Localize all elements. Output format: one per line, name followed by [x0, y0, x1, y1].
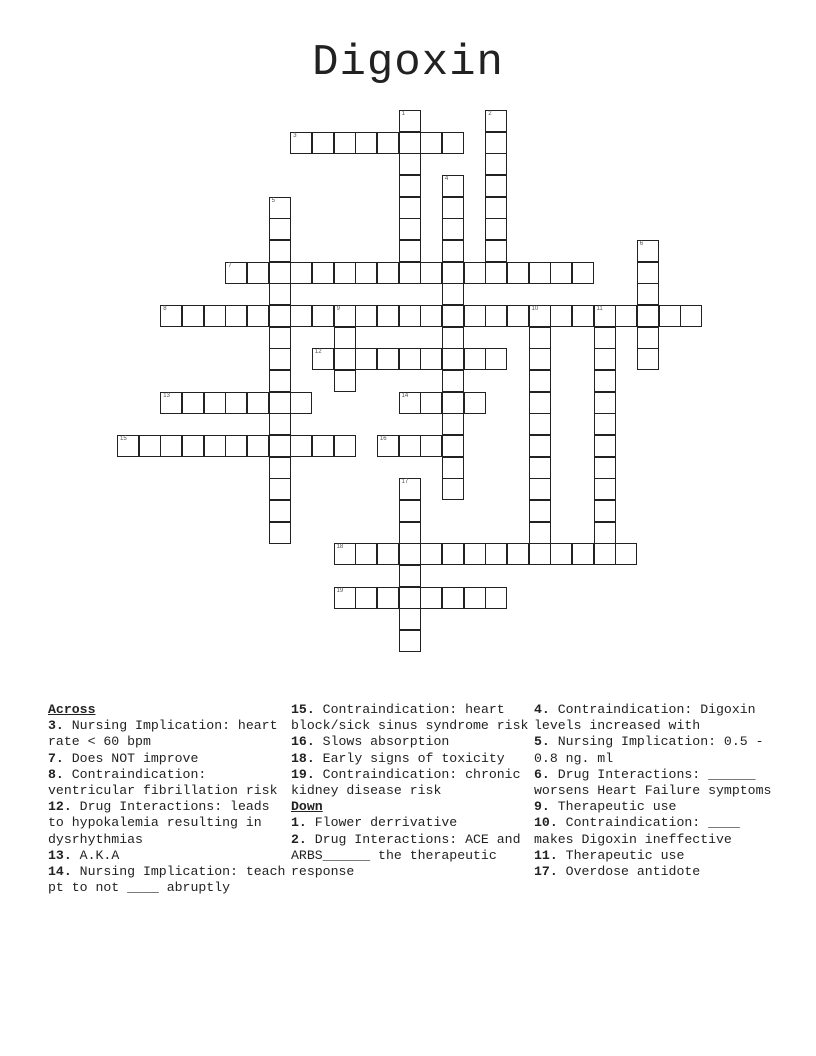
- grid-cell[interactable]: [529, 262, 551, 284]
- grid-cell[interactable]: [312, 262, 334, 284]
- grid-cell[interactable]: [464, 543, 486, 565]
- grid-cell[interactable]: [594, 457, 616, 479]
- puzzle-title: Digoxin: [312, 38, 504, 88]
- clue-item: [534, 734, 772, 766]
- grid-cell[interactable]: [204, 305, 226, 327]
- grid-cell[interactable]: [225, 392, 247, 414]
- grid-cell[interactable]: [594, 543, 616, 565]
- clue-item: [534, 799, 772, 815]
- grid-cell[interactable]: [269, 218, 291, 240]
- grid-cell[interactable]: [485, 587, 507, 609]
- grid-cell[interactable]: [139, 435, 161, 457]
- grid-cell[interactable]: [464, 392, 486, 414]
- grid-cell[interactable]: [160, 305, 182, 327]
- clue-number: 6.: [534, 766, 550, 782]
- grid-cell[interactable]: [550, 262, 572, 284]
- grid-cell[interactable]: [160, 435, 182, 457]
- grid-cell[interactable]: [377, 435, 399, 457]
- cell-number: 13: [163, 392, 170, 399]
- clue-number: 15.: [291, 702, 315, 717]
- grid-cell[interactable]: [377, 132, 399, 154]
- clue-text: Contraindication: ventricular fibrillation risk: [48, 766, 278, 799]
- cell-number: 3: [293, 132, 297, 139]
- clue-item: [291, 751, 529, 767]
- grid-cell[interactable]: [485, 175, 507, 197]
- grid-cell[interactable]: [615, 543, 637, 565]
- grid-cell[interactable]: [485, 132, 507, 154]
- grid-cell[interactable]: [399, 630, 421, 652]
- grid-cell[interactable]: [529, 522, 551, 544]
- grid-cell[interactable]: [637, 305, 659, 327]
- grid-cell[interactable]: [377, 348, 399, 370]
- grid-cell[interactable]: [420, 262, 442, 284]
- grid-cell[interactable]: [399, 153, 421, 175]
- grid-cell[interactable]: [442, 543, 464, 565]
- clue-text: Contraindication: Digoxin levels increased with: [534, 702, 756, 734]
- cell-number: 2: [488, 111, 492, 117]
- grid-cell[interactable]: [399, 565, 421, 587]
- grid-cell[interactable]: [442, 392, 464, 414]
- grid-cell[interactable]: [442, 175, 464, 197]
- grid-cell[interactable]: [399, 132, 421, 154]
- grid-cell[interactable]: [290, 262, 312, 284]
- grid-cell[interactable]: [594, 327, 616, 349]
- grid-cell[interactable]: [269, 522, 291, 544]
- clue-number: 11.: [534, 847, 558, 863]
- grid-cell[interactable]: [637, 327, 659, 349]
- clue-text: Flower derrivative: [306, 815, 458, 831]
- across-heading: Across: [48, 702, 96, 717]
- grid-cell[interactable]: [529, 413, 551, 435]
- grid-cell[interactable]: [529, 500, 551, 522]
- cell-number: 6: [639, 241, 644, 247]
- grid-cell[interactable]: [485, 262, 507, 284]
- clue-column-3: [534, 702, 772, 880]
- grid-cell[interactable]: [377, 262, 399, 284]
- clue-text: Nursing Implication: 0.5 - 0.8 ng. ml: [534, 734, 764, 766]
- clue-item: [48, 718, 286, 750]
- grid-cell[interactable]: [269, 413, 291, 435]
- grid-cell[interactable]: [594, 522, 616, 544]
- cell-number: 4: [444, 176, 449, 182]
- grid-cell[interactable]: [334, 587, 356, 609]
- clue-number: 2.: [291, 831, 307, 847]
- grid-cell[interactable]: [529, 348, 551, 370]
- grid-cell[interactable]: [420, 587, 442, 609]
- grid-cell[interactable]: [399, 175, 421, 197]
- clue-text: Nursing Implication: teach pt to not ____ abruptly: [48, 864, 286, 896]
- clue-text: Contraindication: heart block/sick sinus syndrome risk: [291, 702, 529, 734]
- clue-number: 16.: [291, 734, 315, 750]
- clue-item: [534, 767, 772, 799]
- grid-cell[interactable]: [637, 240, 659, 262]
- clue-item: [291, 767, 529, 799]
- grid-cell[interactable]: [485, 197, 507, 219]
- grid-cell[interactable]: [269, 283, 291, 305]
- cell-number: 16: [379, 435, 387, 442]
- grid-cell[interactable]: [334, 262, 356, 284]
- grid-cell[interactable]: [507, 543, 529, 565]
- grid-cell[interactable]: [637, 262, 659, 284]
- grid-cell[interactable]: [225, 435, 247, 457]
- grid-cell[interactable]: [464, 587, 486, 609]
- grid-cell[interactable]: [399, 608, 421, 630]
- grid-cell[interactable]: [442, 348, 464, 370]
- grid-cell[interactable]: [160, 392, 182, 414]
- grid-cell[interactable]: [550, 543, 572, 565]
- clue-number: 5.: [534, 734, 550, 750]
- grid-cell[interactable]: [464, 262, 486, 284]
- clue-text: Contraindication: ____ makes Digoxin ineffective: [534, 815, 740, 847]
- clue-text: Contraindication: chronic kidney disease risk: [291, 766, 521, 799]
- clue-number: 8.: [48, 766, 64, 782]
- grid-cell[interactable]: [182, 305, 204, 327]
- grid-cell[interactable]: [247, 305, 269, 327]
- clue-text: Drug Interactions: ACE and ARBS______ the therapeutic response: [291, 831, 521, 880]
- grid-cell[interactable]: [442, 457, 464, 479]
- clue-number: 9.: [534, 799, 550, 815]
- grid-cell[interactable]: [572, 305, 594, 327]
- clue-text: Does NOT improve: [63, 750, 199, 766]
- grid-cell[interactable]: [334, 132, 356, 154]
- grid-cell[interactable]: [529, 457, 551, 479]
- grid-cell[interactable]: [355, 305, 377, 327]
- grid-cell[interactable]: [269, 262, 291, 284]
- grid-cell[interactable]: [269, 197, 291, 219]
- clue-number: 13.: [48, 847, 72, 863]
- grid-cell[interactable]: [529, 370, 551, 392]
- grid-cell[interactable]: [594, 435, 616, 457]
- clue-number: 14.: [48, 864, 72, 880]
- grid-cell[interactable]: [442, 327, 464, 349]
- cell-number: 9: [336, 305, 340, 312]
- cell-number: 8: [163, 305, 167, 312]
- grid-cell[interactable]: [355, 587, 377, 609]
- grid-cell[interactable]: [637, 283, 659, 305]
- grid-cell[interactable]: [399, 500, 421, 522]
- grid-cell[interactable]: [290, 392, 312, 414]
- clue-number: 3.: [48, 718, 64, 734]
- grid-cell[interactable]: [269, 392, 291, 414]
- clue-item: [534, 702, 772, 734]
- grid-cell[interactable]: [399, 305, 421, 327]
- grid-cell[interactable]: [442, 587, 464, 609]
- clue-number: 4.: [534, 702, 550, 717]
- grid-cell[interactable]: [420, 392, 442, 414]
- grid-cell[interactable]: [399, 348, 421, 370]
- grid-cell[interactable]: [680, 305, 702, 327]
- grid-cell[interactable]: [442, 132, 464, 154]
- grid-cell[interactable]: [225, 305, 247, 327]
- clue-number: 12.: [48, 799, 72, 815]
- grid-cell[interactable]: [420, 543, 442, 565]
- clue-text: Drug Interactions: leads to hypokalemia resulting in dysrhythmias: [48, 799, 270, 847]
- grid-cell[interactable]: [269, 348, 291, 370]
- clue-item: [48, 767, 286, 799]
- grid-cell[interactable]: [334, 370, 356, 392]
- clue-column-1: [48, 702, 286, 896]
- grid-cell[interactable]: [594, 348, 616, 370]
- cell-number: 14: [401, 392, 409, 399]
- grid-cell[interactable]: [312, 132, 334, 154]
- grid-cell[interactable]: [442, 240, 464, 262]
- grid-cell[interactable]: [334, 305, 356, 327]
- grid-cell[interactable]: [485, 218, 507, 240]
- cell-number: 17: [401, 479, 409, 486]
- grid-cell[interactable]: [334, 435, 356, 457]
- grid-cell[interactable]: [334, 348, 356, 370]
- grid-cell[interactable]: [420, 348, 442, 370]
- clue-item: [291, 734, 529, 750]
- grid-cell[interactable]: [312, 305, 334, 327]
- grid-cell[interactable]: [399, 435, 421, 457]
- grid-cell[interactable]: [204, 392, 226, 414]
- grid-cell[interactable]: [355, 262, 377, 284]
- grid-cell[interactable]: [594, 500, 616, 522]
- grid-cell[interactable]: [594, 305, 616, 327]
- grid-cell[interactable]: [312, 348, 334, 370]
- grid-cell[interactable]: [420, 305, 442, 327]
- clue-number: 7.: [48, 750, 64, 766]
- grid-cell[interactable]: [399, 197, 421, 219]
- grid-cell[interactable]: [464, 305, 486, 327]
- clue-text: Drug Interactions: ______ worsens Heart Failure symptoms: [534, 766, 772, 799]
- grid-cell[interactable]: [442, 435, 464, 457]
- grid-cell[interactable]: [312, 435, 334, 457]
- grid-cell[interactable]: [529, 543, 551, 565]
- cell-number: 11: [596, 305, 603, 312]
- cell-number: 15: [120, 435, 127, 442]
- cell-number: 12: [314, 349, 322, 356]
- grid-cell[interactable]: [269, 457, 291, 479]
- grid-cell[interactable]: [399, 218, 421, 240]
- clue-item: [291, 815, 529, 831]
- clue-item: [534, 815, 772, 847]
- grid-cell[interactable]: [334, 543, 356, 565]
- clue-text: Therapeutic use: [557, 847, 685, 863]
- grid-cell[interactable]: [659, 305, 681, 327]
- grid-cell[interactable]: [377, 587, 399, 609]
- clue-text: Slows absorption: [314, 734, 450, 750]
- grid-cell[interactable]: [442, 305, 464, 327]
- grid-cell[interactable]: [182, 435, 204, 457]
- grid-cell[interactable]: [442, 478, 464, 500]
- grid-cell[interactable]: [507, 305, 529, 327]
- grid-cell[interactable]: [420, 435, 442, 457]
- grid-cell[interactable]: [399, 240, 421, 262]
- grid-cell[interactable]: [269, 500, 291, 522]
- clue-text: A.K.A: [71, 847, 120, 863]
- grid-cell[interactable]: [442, 370, 464, 392]
- grid-cell[interactable]: [247, 262, 269, 284]
- grid-cell[interactable]: [269, 327, 291, 349]
- grid-cell[interactable]: [269, 370, 291, 392]
- grid-cell[interactable]: [594, 392, 616, 414]
- clue-text: Nursing Implication: heart rate < 60 bpm: [48, 718, 278, 750]
- grid-cell[interactable]: [269, 305, 291, 327]
- grid-cell[interactable]: [399, 478, 421, 500]
- clue-number: 18.: [291, 750, 315, 766]
- grid-cell[interactable]: [269, 435, 291, 457]
- grid-cell[interactable]: [377, 543, 399, 565]
- grid-cell[interactable]: [485, 305, 507, 327]
- clue-item: [48, 751, 286, 767]
- grid-cell[interactable]: [442, 413, 464, 435]
- clue-item: [48, 864, 286, 896]
- grid-cell[interactable]: [182, 392, 204, 414]
- grid-cell[interactable]: [377, 305, 399, 327]
- grid-cell[interactable]: [442, 197, 464, 219]
- cell-number: 19: [336, 587, 344, 594]
- grid-cell[interactable]: [290, 305, 312, 327]
- grid-cell[interactable]: [399, 392, 421, 414]
- grid-cell[interactable]: [464, 348, 486, 370]
- grid-cell[interactable]: [529, 305, 551, 327]
- grid-cell[interactable]: [204, 435, 226, 457]
- grid-cell[interactable]: [594, 413, 616, 435]
- clue-text: Therapeutic use: [549, 799, 677, 815]
- grid-cell[interactable]: [485, 153, 507, 175]
- grid-cell[interactable]: [399, 543, 421, 565]
- clue-item: [291, 832, 529, 881]
- grid-cell[interactable]: [529, 478, 551, 500]
- grid-cell[interactable]: [529, 392, 551, 414]
- grid-cell[interactable]: [485, 110, 507, 132]
- clue-text: Early signs of toxicity: [314, 750, 505, 766]
- grid-cell[interactable]: [269, 478, 291, 500]
- grid-cell[interactable]: [637, 348, 659, 370]
- grid-cell[interactable]: [615, 305, 637, 327]
- clue-number: 17.: [534, 864, 558, 880]
- clue-number: 10.: [534, 815, 558, 831]
- clue-column-2: [291, 702, 529, 880]
- grid-cell[interactable]: [117, 435, 139, 457]
- grid-cell[interactable]: [290, 132, 312, 154]
- clue-item: [534, 864, 772, 880]
- clue-item: [534, 848, 772, 864]
- grid-cell[interactable]: [550, 305, 572, 327]
- grid-cell[interactable]: [485, 543, 507, 565]
- grid-cell[interactable]: [247, 392, 269, 414]
- clue-number: 1.: [291, 815, 307, 831]
- grid-cell[interactable]: [225, 262, 247, 284]
- cell-number: 5: [271, 197, 275, 204]
- clue-item: [48, 848, 286, 864]
- clue-number: 19.: [291, 766, 315, 782]
- grid-cell[interactable]: [355, 543, 377, 565]
- grid-cell[interactable]: [420, 132, 442, 154]
- clue-item: [48, 799, 286, 848]
- grid-cell[interactable]: [355, 348, 377, 370]
- grid-cell[interactable]: [594, 370, 616, 392]
- grid-cell[interactable]: [485, 348, 507, 370]
- grid-cell[interactable]: [442, 218, 464, 240]
- grid-cell[interactable]: [399, 587, 421, 609]
- grid-cell[interactable]: [269, 240, 291, 262]
- grid-cell[interactable]: [594, 478, 616, 500]
- clue-item: [291, 702, 529, 734]
- grid-cell[interactable]: [247, 435, 269, 457]
- grid-cell[interactable]: [399, 522, 421, 544]
- cell-number: 1: [401, 111, 405, 117]
- grid-cell[interactable]: [529, 327, 551, 349]
- grid-cell[interactable]: [442, 283, 464, 305]
- clue-text: Overdose antidote: [557, 864, 701, 880]
- grid-cell[interactable]: [572, 262, 594, 284]
- grid-cell[interactable]: [507, 262, 529, 284]
- grid-cell[interactable]: [485, 240, 507, 262]
- grid-cell[interactable]: [399, 110, 421, 132]
- grid-cell[interactable]: [399, 262, 421, 284]
- cell-number: 7: [228, 262, 232, 269]
- cell-number: 10: [531, 305, 539, 312]
- grid-cell[interactable]: [334, 327, 356, 349]
- cell-number: 18: [336, 544, 344, 551]
- grid-cell[interactable]: [529, 435, 551, 457]
- grid-cell[interactable]: [442, 262, 464, 284]
- grid-cell[interactable]: [290, 435, 312, 457]
- grid-cell[interactable]: [572, 543, 594, 565]
- grid-cell[interactable]: [355, 132, 377, 154]
- down-heading: Down: [291, 799, 323, 815]
